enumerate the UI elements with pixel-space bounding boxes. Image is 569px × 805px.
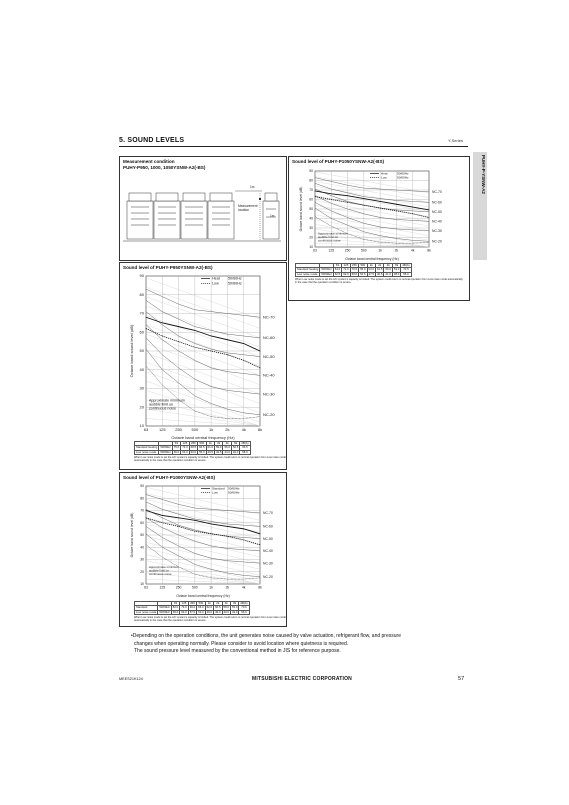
data-point: [260, 533, 261, 534]
note-line-1: •Depending on the operation conditions, the unit generates noise caused by valve actuation, refrigerant flow, and pressure: [131, 633, 401, 639]
series-label: Y-Series: [448, 138, 463, 143]
nc-curve-label: NC-50: [432, 210, 442, 215]
table-cell: 40.5: [377, 271, 383, 276]
nc-curve-label: NC-30: [263, 561, 273, 566]
x-tick-label: 63: [143, 427, 149, 432]
table-cell: 61.5: [377, 267, 383, 272]
data-point: [429, 217, 430, 218]
table-cell: 50/60Hz: [159, 605, 170, 610]
table-cell: 70.0: [239, 606, 249, 610]
x-axis-label: Octave band central frequency (Hz): [176, 594, 230, 598]
table-cell: 50/60Hz: [321, 267, 332, 272]
y-tick-label: 10: [139, 423, 144, 429]
data-point: [380, 201, 381, 202]
y-tick-label: 70: [140, 508, 144, 513]
table-cell: 65.0: [360, 267, 366, 272]
y-tick-label: 80: [140, 496, 144, 501]
table-cell: 38.0: [393, 271, 400, 276]
table-cell: 46.0: [215, 609, 221, 614]
data-point: [396, 211, 397, 212]
chart-title: Sound level of PUHY-P1000YSNW-A2(-BS): [123, 475, 216, 480]
data-point: [195, 330, 196, 331]
measurement-point: [259, 198, 261, 200]
table-cell: 125: [181, 601, 187, 605]
y-tick-label: 40: [140, 545, 144, 550]
data-point: [195, 347, 196, 348]
measurement-title: Measurement condition: [123, 159, 175, 164]
data-point: [243, 360, 244, 361]
table-cell: 62.0: [343, 271, 349, 276]
table-cell: 47.5: [368, 271, 374, 276]
nc-guide-line: [146, 487, 260, 514]
y-tick-label: 10: [309, 245, 313, 250]
x-tick-label: 4k: [241, 585, 246, 590]
table-cell: dB(A): [402, 263, 410, 267]
series-line-standard: [146, 511, 260, 534]
y-tick-label: 50: [309, 207, 313, 212]
audible-limit-label-line: audible limit on: [149, 568, 170, 573]
measurement-diagram: [123, 187, 283, 257]
data-point: [211, 524, 212, 525]
spl-table-p1000: [134, 601, 286, 622]
spl-table-p1050: [295, 263, 465, 284]
table-cell: 1k: [367, 264, 375, 268]
data-point: [178, 341, 179, 342]
table-cell: 63.0: [182, 449, 188, 454]
table-note: When Low noise mode is set the A/C system's capacity is limited. The system could return to normal operation from Low noise mode automatically in the case that the operation condition is severe.: [134, 616, 286, 623]
y-tick-label: 30: [309, 226, 313, 231]
table-cell: 65.0: [172, 609, 179, 614]
table-cell: dB(A): [240, 601, 248, 605]
dim-side-label: 1m: [270, 214, 275, 218]
table-cell: 44.0: [224, 449, 230, 454]
data-point: [211, 533, 212, 534]
table-cell: 4k: [222, 602, 230, 606]
y-tick-label: 50: [140, 533, 144, 538]
table-cell: 1k: [206, 442, 214, 446]
table-cell: Low noise mode: [135, 450, 159, 454]
chart-panel-p1000: [119, 472, 287, 627]
data-point: [331, 193, 332, 194]
data-point: [412, 207, 413, 208]
data-point: [396, 204, 397, 205]
y-tick-label: 40: [309, 216, 313, 221]
table-cell: Standard heating: [136, 445, 158, 450]
table-cell: Standard: [135, 606, 158, 610]
audible-limit-label: [149, 565, 179, 576]
outdoor-unit-drawing: [127, 193, 279, 239]
x-axis-label: Octave band central frequency (Hz): [171, 435, 235, 440]
nc-curve-label: NC-30: [432, 229, 442, 234]
audible-limit-label-line: continuous noise: [149, 571, 172, 576]
x-tick-label: 63: [313, 248, 317, 253]
y-axis-label: Octave band sound level (dB): [130, 512, 134, 558]
table-cell: 59.0: [216, 445, 222, 450]
audible-limit-label-line: audible limit on: [149, 402, 173, 407]
data-point: [195, 531, 196, 532]
table-cell: 55.0: [199, 449, 205, 454]
data-point: [315, 196, 316, 197]
y-tick-label: 90: [139, 273, 144, 279]
audible-limit-label-line: Approximate minimum: [149, 565, 179, 570]
table-cell: 2k: [214, 602, 222, 606]
table-cell: 53.0: [231, 605, 238, 610]
y-tick-label: 30: [139, 385, 144, 391]
nc-guide-line: [315, 181, 429, 202]
table-cell: 73.0: [181, 605, 187, 610]
y-tick-label: 60: [140, 520, 144, 525]
table-cell: 64.0: [334, 267, 341, 272]
chart-title: Sound level of PUHY-P950YSNW-A2(-BS): [123, 265, 213, 270]
table-cell: 2k: [215, 442, 223, 446]
x-tick-label: 4k: [410, 248, 415, 253]
table-cell: 53.0: [393, 267, 400, 272]
table-cell: 500: [360, 263, 366, 267]
audible-limit-label-line: Approximate minimum: [149, 398, 185, 403]
table-cell: 2k: [376, 264, 384, 268]
table-cell: 40.0: [232, 449, 239, 454]
audible-limit-label-line: continuous noise: [149, 406, 176, 411]
y-tick-label: 60: [309, 197, 313, 202]
legend-frequency: 50/60Hz: [228, 276, 242, 281]
table-cell: 56.0: [224, 445, 230, 450]
y-tick-label: 80: [309, 178, 313, 183]
nc-curve-label: NC-20: [263, 574, 273, 579]
table-cell: 57.0: [189, 609, 196, 614]
table-cell: 73.0: [182, 445, 188, 450]
measurement-location-label: Measurement location: [238, 204, 258, 212]
y-tick-label: 70: [139, 310, 144, 316]
y-tick-label: 20: [139, 404, 144, 410]
table-cell: 62.5: [334, 271, 341, 276]
note-line-2: changes when operating normally. Please consider to avoid location where quietness is required.: [134, 640, 349, 647]
nc-curve-label: NC-60: [432, 200, 442, 205]
table-cell: 8k: [230, 602, 238, 606]
data-point: [260, 351, 261, 352]
nc-guide-line: [315, 177, 429, 198]
x-tick-label: 2k: [225, 585, 230, 590]
legend-label: Low: [212, 281, 219, 286]
notes: [131, 633, 471, 656]
data-point: [347, 202, 348, 203]
table-cell: 4k: [223, 442, 231, 446]
nc-guide-line: [146, 419, 260, 427]
nc-guide-line: [146, 297, 260, 338]
chart-title: Sound level of PUHY-P1050YSNW-A2(-BS): [292, 159, 385, 164]
table-note: When Low noise mode is set the A/C system's capacity is limited. The system could return to normal operation from Low noise mode automatically in the case that the operation condition is severe.: [134, 456, 286, 463]
data-point: [243, 529, 244, 530]
data-point: [227, 339, 228, 340]
table-cell: Standard heating: [297, 267, 319, 272]
table-row: [135, 450, 251, 454]
sound-chart-p950: [122, 271, 285, 441]
y-tick-label: 20: [309, 235, 313, 240]
table-cell: 8k: [392, 264, 400, 268]
side-tab-label: PUHY-P-YSNW-A2: [481, 155, 486, 194]
nc-guide-line: [146, 278, 260, 319]
table-cell: 58.0: [223, 605, 229, 610]
data-point: [315, 191, 316, 192]
y-axis-label: Octave band sound level (dB): [299, 186, 303, 232]
data-point: [146, 510, 147, 511]
doc-code: MEES21K124: [119, 677, 143, 681]
x-tick-label: 500: [192, 585, 198, 590]
table-cell: 68.5: [190, 445, 197, 450]
x-tick-label: 125: [159, 585, 166, 590]
table-cell: Low noise mode: [136, 609, 157, 614]
dim-top-label: 1m: [250, 185, 255, 189]
x-tick-label: 8k: [257, 427, 263, 432]
legend-frequency: 50/60Hz: [228, 281, 242, 286]
y-tick-label: 30: [140, 557, 144, 562]
y-tick-label: 60: [139, 329, 144, 335]
page-number: 57: [458, 676, 465, 682]
series-line-heat: [315, 191, 429, 210]
nc-curve-label: NC-50: [263, 353, 275, 359]
data-point: [347, 195, 348, 196]
table-cell: 62.0: [206, 605, 213, 610]
y-tick-label: 40: [139, 366, 144, 372]
y-tick-label: 20: [140, 569, 144, 574]
nc-guide-line: [315, 172, 429, 193]
legend-label: Heat: [381, 171, 388, 176]
nc-curve-label: NC-40: [263, 549, 273, 554]
x-tick-label: 2k: [394, 248, 399, 253]
table-note: When Low noise mode is set the A/C system's capacity is limited. The system could return to normal operation from Low noise mode automatically in the case that the operation condition is severe.: [295, 278, 463, 285]
nc-guide-line: [146, 287, 260, 328]
x-tick-label: 250: [344, 248, 351, 253]
x-tick-label: 8k: [258, 585, 262, 590]
x-tick-label: 63: [144, 585, 148, 590]
data-point: [146, 328, 147, 329]
data-point: [260, 368, 261, 369]
legend-label: Heat: [212, 276, 220, 281]
x-tick-label: 500: [361, 248, 367, 253]
table-cell: 82.0: [172, 605, 179, 610]
nc-curve-label: NC-50: [263, 536, 273, 541]
y-tick-label: 80: [139, 291, 144, 297]
legend-label: Standard: [212, 486, 225, 491]
nc-curve-label: NC-20: [432, 239, 442, 244]
x-tick-label: 8k: [427, 248, 431, 253]
y-tick-label: 70: [309, 188, 313, 193]
section-title: 5. SOUND LEVELS: [119, 137, 185, 144]
table-cell: 500: [199, 441, 205, 445]
table-cell: 61.0: [207, 445, 213, 450]
table-cell: 41.0: [385, 271, 391, 276]
data-point: [331, 199, 332, 200]
x-tick-label: 4k: [241, 427, 246, 432]
nc-curve-label: NC-60: [263, 524, 273, 529]
nc-curve-label: NC-20: [263, 411, 275, 417]
x-tick-label: 2k: [225, 427, 230, 432]
table-cell: 50/60Hz: [321, 271, 332, 276]
measurement-models: PUHY-P950, 1000, 1050YSNW-A2(-BS): [123, 165, 206, 170]
spl-table-p950: [134, 441, 286, 462]
header-rule: [119, 146, 468, 147]
legend-label: Low: [212, 490, 218, 495]
table-cell: 63: [333, 264, 341, 268]
audible-limit-label-line: audible limit on: [318, 235, 339, 240]
table-cell: 66.5: [199, 445, 205, 450]
table-cell: 63.0: [368, 267, 374, 272]
table-cell: 49.5: [207, 449, 213, 454]
data-point: [227, 526, 228, 527]
table-cell: 66.0: [173, 449, 180, 454]
table-cell: 4k: [384, 264, 392, 268]
table-cell: 53.0: [198, 609, 204, 614]
table-cell: 50.5: [232, 445, 239, 450]
data-point: [429, 210, 430, 211]
data-point: [243, 343, 244, 344]
table-cell: 66.5: [240, 446, 250, 450]
legend-frequency: 50/60Hz: [397, 175, 409, 180]
data-point: [162, 336, 163, 337]
table-cell: 63: [171, 602, 179, 606]
x-tick-label: 1k: [209, 427, 214, 432]
table-cell: 75.0: [173, 445, 180, 450]
data-point: [162, 323, 163, 324]
y-tick-label: 90: [309, 169, 313, 174]
table-cell: 50/60Hz: [160, 449, 171, 454]
audible-limit-label: [149, 399, 185, 411]
table-cell: 60.0: [190, 449, 197, 454]
table-cell: 63: [172, 442, 180, 446]
table-cell: 125: [343, 263, 349, 267]
table-cell: 60.5: [215, 605, 221, 610]
sound-chart-p1050: [291, 166, 469, 262]
table-cell: 50/60Hz: [159, 609, 170, 614]
legend-frequency: 50/60Hz: [228, 490, 240, 495]
data-point: [412, 213, 413, 214]
data-point: [178, 518, 179, 519]
table-cell: dB(A): [241, 441, 249, 445]
chart-panel-p1050: [288, 156, 470, 301]
table-cell: 500: [198, 601, 204, 605]
data-point: [211, 336, 212, 337]
x-tick-label: 125: [158, 427, 166, 432]
table-cell: 52.5: [360, 271, 366, 276]
nc-curve: [146, 312, 260, 357]
legend-frequency: 50/60Hz: [228, 486, 240, 491]
nc-curve-label: NC-70: [263, 511, 273, 516]
table-row: [296, 272, 412, 276]
data-point: [211, 351, 212, 352]
x-tick-label: 500: [191, 427, 199, 432]
table-cell: Low noise mode: [296, 272, 320, 276]
audible-limit-label-line: Approximate minimum: [318, 231, 348, 236]
table-cell: 43.0: [231, 609, 238, 614]
brand-name: MITSUBISHI ELECTRIC CORPORATION: [252, 676, 352, 682]
data-point: [162, 515, 163, 516]
table-cell: 8k: [231, 442, 239, 446]
data-point: [364, 198, 365, 199]
table-cell: 63.0: [181, 609, 187, 614]
x-tick-label: 1k: [209, 585, 213, 590]
x-axis-label: Octave band central frequency (Hz): [345, 257, 399, 261]
table-cell: 49.0: [206, 609, 213, 614]
table-cell: 250: [352, 263, 357, 267]
table-cell: 40.0: [223, 609, 229, 614]
data-point: [178, 326, 179, 327]
data-point: [380, 208, 381, 209]
data-point: [146, 518, 147, 519]
data-point: [227, 536, 228, 537]
table-cell: 55.0: [401, 272, 411, 276]
series-line-low: [146, 329, 260, 368]
table-cell: 70.5: [351, 267, 358, 272]
data-point: [364, 205, 365, 206]
nc-curve-label: NC-40: [263, 372, 275, 378]
table-cell: 1k: [205, 602, 213, 606]
table-cell: 250: [191, 441, 196, 445]
nc-curve-label: NC-70: [263, 314, 275, 320]
data-point: [227, 354, 228, 355]
data-point: [260, 544, 261, 545]
nc-curve-label: NC-60: [263, 335, 275, 341]
nc-curve-label: NC-30: [263, 391, 275, 397]
data-point: [162, 522, 163, 523]
table-cell: 58.0: [240, 450, 250, 454]
y-tick-label: 90: [140, 484, 144, 489]
sound-chart-p1000: [122, 481, 285, 599]
y-axis-label: Octave band sound level (dB): [129, 324, 134, 378]
legend-frequency: 50/60Hz: [397, 171, 409, 176]
table-cell: 70.5: [401, 268, 411, 272]
table-cell: 58.0: [351, 271, 358, 276]
table-cell: 43.5: [216, 449, 222, 454]
chart-panel-p950: [119, 262, 287, 470]
table-cell: 250: [190, 601, 195, 605]
x-tick-label: 250: [175, 585, 182, 590]
table-cell: 66.0: [198, 605, 204, 610]
x-tick-label: 250: [175, 427, 182, 432]
audible-limit-label-line: continuous noise: [318, 238, 341, 243]
table-cell: 69.0: [189, 605, 196, 610]
table-cell: 125: [182, 441, 188, 445]
nc-curve-label: NC-70: [432, 190, 442, 195]
nc-curve-label: NC-40: [432, 219, 442, 224]
y-tick-label: 10: [140, 582, 144, 587]
table-cell: 72.0: [343, 267, 349, 272]
table-cell: 50/60Hz: [160, 445, 171, 450]
note-line-3: The sound pressure level measured by the conventional method in JIS for reference purpose.: [134, 648, 341, 655]
measurement-panel: [119, 156, 287, 261]
y-tick-label: 50: [139, 348, 144, 354]
data-point: [243, 540, 244, 541]
data-point: [195, 520, 196, 521]
x-tick-label: 125: [328, 248, 335, 253]
legend-label: Low: [381, 175, 387, 180]
table-cell: 59.0: [385, 267, 391, 272]
table-row: [135, 610, 250, 614]
data-point: [178, 526, 179, 527]
x-tick-label: 1k: [378, 248, 382, 253]
table-cell: 56.0: [239, 610, 249, 614]
data-point: [146, 317, 147, 318]
